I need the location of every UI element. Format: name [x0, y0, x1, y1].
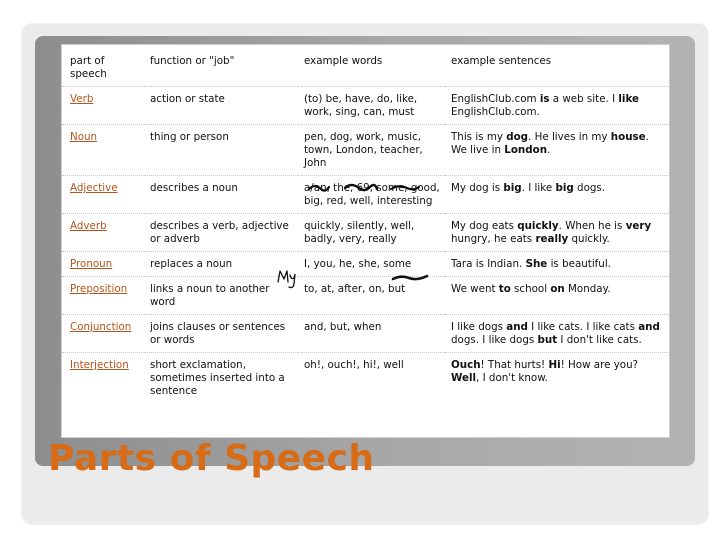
part-of-speech-cell	[62, 315, 144, 353]
example-sentence-cell	[445, 353, 669, 404]
part-of-speech-cell	[62, 87, 144, 125]
function-cell: replaces a noun	[144, 252, 298, 277]
part-of-speech-link[interactable]: Verb	[70, 93, 94, 105]
slide-title: Parts of Speech	[48, 438, 375, 479]
highlighted-word: like	[618, 93, 640, 105]
sentence-text: I don't like cats.	[557, 334, 642, 346]
part-of-speech-cell	[62, 214, 144, 252]
part-of-speech-cell	[62, 277, 144, 315]
highlighted-word: on	[550, 283, 565, 295]
sentence-text: .	[547, 144, 551, 156]
highlighted-word: big	[503, 182, 522, 194]
sentence-text: EnglishClub.com	[451, 93, 540, 105]
function-cell: describes a verb, adjective or adverb	[144, 214, 298, 252]
parts-of-speech-table-image	[61, 44, 670, 438]
highlighted-word: Well	[451, 372, 477, 384]
highlighted-word: is	[539, 93, 550, 105]
sentence-text: . He lives in my	[528, 131, 611, 143]
sentence-text: dogs. I like dogs	[451, 334, 538, 346]
function-cell: action or state	[144, 87, 298, 125]
example-words-cell: to, at, after, on, but	[298, 277, 445, 315]
sentence-text: We went	[451, 283, 499, 295]
part-of-speech-link[interactable]: Noun	[70, 131, 98, 143]
function-cell: links a noun to another word	[144, 277, 298, 315]
example-sentence-cell	[445, 315, 669, 353]
part-of-speech-cell	[62, 353, 144, 404]
example-words-cell: I, you, he, she, some	[298, 252, 445, 277]
highlighted-word: Hi	[548, 359, 561, 371]
highlighted-word: really	[535, 233, 569, 245]
example-words-cell: a/an, the, 69, some, good, big, red, well, interesting	[298, 176, 445, 214]
table-row	[62, 125, 669, 176]
example-sentence-cell	[445, 87, 669, 125]
highlighted-word: quickly	[517, 220, 559, 232]
highlighted-word: She	[525, 258, 548, 270]
sentence-text: hungry, he eats	[451, 233, 536, 245]
sentence-text: This is my	[451, 131, 507, 143]
sentence-text: EnglishClub.com.	[451, 106, 540, 118]
part-of-speech-link[interactable]: Adverb	[70, 220, 107, 232]
table-row	[62, 353, 669, 404]
sentence-text: . I like	[521, 182, 556, 194]
sentence-text: ! How are you?	[560, 359, 639, 371]
table-row	[62, 252, 669, 277]
part-of-speech-link[interactable]: Adjective	[70, 182, 118, 194]
highlighted-word: London	[504, 144, 548, 156]
highlighted-word: and	[638, 321, 660, 333]
parts-of-speech-table	[62, 45, 669, 403]
part-of-speech-cell	[62, 252, 144, 277]
table-row	[62, 277, 669, 315]
table-header-row	[62, 45, 669, 87]
example-words-cell: pen, dog, work, music, town, London, teacher, John	[298, 125, 445, 176]
highlighted-word: and	[506, 321, 528, 333]
part-of-speech-link[interactable]: Preposition	[70, 283, 128, 295]
sentence-text: . We live in	[451, 131, 649, 156]
example-sentence-cell	[445, 277, 669, 315]
sentence-text: dogs.	[573, 182, 606, 194]
function-cell: describes a noun	[144, 176, 298, 214]
highlighted-word: big	[555, 182, 574, 194]
part-of-speech-link[interactable]: Conjunction	[70, 321, 132, 333]
highlighted-word: dog	[506, 131, 529, 143]
example-sentence-cell	[445, 125, 669, 176]
function-cell: joins clauses or sentences or words	[144, 315, 298, 353]
highlighted-word: very	[625, 220, 652, 232]
example-words-cell: and, but, when	[298, 315, 445, 353]
sentence-text: school	[510, 283, 551, 295]
part-of-speech-cell	[62, 176, 144, 214]
example-words-cell: quickly, silently, well, badly, very, really	[298, 214, 445, 252]
highlighted-word: but	[537, 334, 558, 346]
example-sentence-cell	[445, 252, 669, 277]
sentence-text: , I don't know.	[476, 372, 548, 384]
part-of-speech-link[interactable]: Interjection	[70, 359, 129, 371]
sentence-text: a web site. I	[549, 93, 619, 105]
example-sentence-cell	[445, 214, 669, 252]
part-of-speech-link[interactable]: Pronoun	[70, 258, 113, 270]
sentence-text: . When he is	[558, 220, 626, 232]
sentence-text: My dog is	[451, 182, 504, 194]
example-words-cell: oh!, ouch!, hi!, well	[304, 359, 404, 371]
highlighted-word: house	[610, 131, 646, 143]
sentence-text: quickly.	[568, 233, 610, 245]
function-cell: thing or person	[144, 125, 298, 176]
sentence-text: I like cats. I like cats	[527, 321, 639, 333]
table-row	[62, 214, 669, 252]
sentence-text: My dog eats	[451, 220, 518, 232]
header-example-words: example words	[298, 45, 445, 87]
highlighted-word: to	[498, 283, 511, 295]
part-of-speech-cell	[62, 125, 144, 176]
function-cell: short exclamation, sometimes inserted into a sentence	[150, 359, 285, 397]
header-example-sentences: example sentences	[445, 45, 669, 87]
highlighted-word: Ouch	[451, 359, 481, 371]
table-row	[62, 315, 669, 353]
sentence-text: is beautiful.	[547, 258, 611, 270]
header-part-of-speech: part of speech	[62, 45, 144, 87]
table-row	[62, 176, 669, 214]
sentence-text: Monday.	[564, 283, 611, 295]
example-sentence-cell	[445, 176, 669, 214]
example-words-cell: (to) be, have, do, like, work, sing, can, must	[298, 87, 445, 125]
sentence-text: ! That hurts!	[480, 359, 549, 371]
table-row	[62, 87, 669, 125]
sentence-text: Tara is Indian.	[451, 258, 526, 270]
header-function: function or "job"	[144, 45, 298, 87]
sentence-text: I like dogs	[451, 321, 507, 333]
